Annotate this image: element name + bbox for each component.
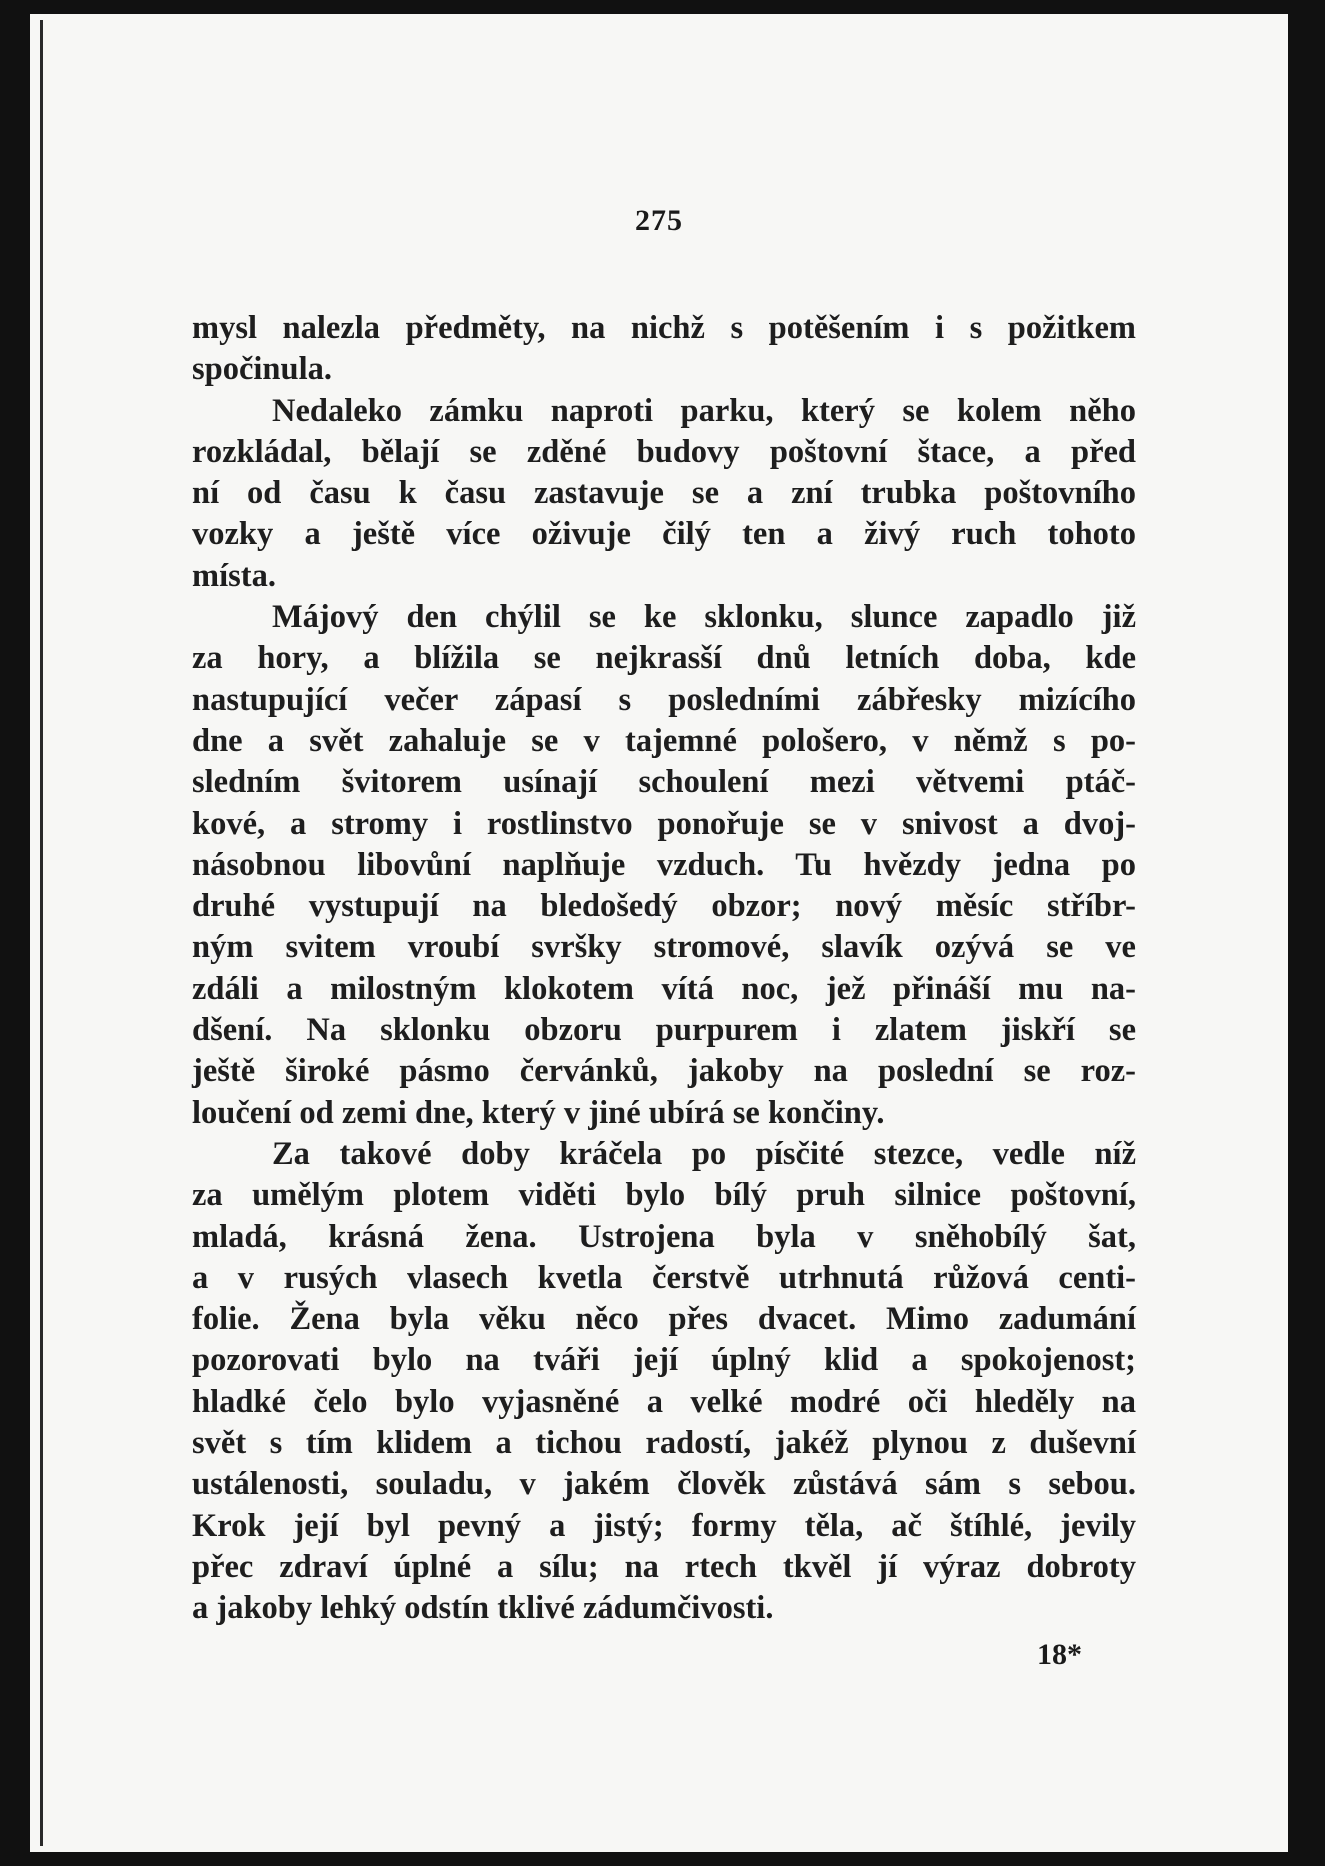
text-line: dšení. Na sklonku obzoru purpurem i zlatem jiskří se — [192, 1012, 1136, 1049]
text-line: dne a svět zahaluje se v tajemné pološero, v němž s po- — [192, 722, 1136, 759]
text-line: a jakoby lehký odstín tklivé zádumčivosti. — [192, 1590, 774, 1627]
text-line: svět s tím klidem a tichou radostí, jakéž plynou z duševní — [192, 1425, 1136, 1462]
text-line: loučení od zemi dne, který v jiné ubírá se končiny. — [192, 1094, 885, 1131]
text-line: za hory, a blížila se nejkrasší dnů letních doba, kde — [192, 640, 1136, 677]
text-line: ustálenosti, souladu, v jakém člověk zůstává sám s sebou. — [192, 1466, 1136, 1503]
text-line: mysl nalezla předměty, na nichž s potěšením i s požitkem — [192, 310, 1136, 346]
signature-mark: 18* — [1037, 1638, 1082, 1671]
text-line: rozkládal, bělají se zděné budovy poštovní štace, a před — [192, 433, 1136, 470]
text-line: pozorovati bylo na tváři její úplný klid a spokojenost; — [192, 1342, 1136, 1379]
body-text — [192, 308, 1136, 1630]
text-line: přec zdraví úplné a sílu; na rtech tkvěl jí výraz dobroty — [192, 1548, 1136, 1585]
text-line: vozky a ještě více oživuje čilý ten a živý ruch tohoto — [192, 516, 1136, 553]
text-line: hladké čelo bylo vyjasněné a velké modré oči hleděly na — [192, 1383, 1136, 1420]
text-line: sledním švitorem usínají schoulení mezi větvemi ptáč- — [192, 764, 1136, 801]
text-line: spočinula. — [192, 351, 332, 388]
page-number: 275 — [635, 204, 683, 237]
text-line: ným svitem vroubí svršky stromové, slavík ozývá se ve — [192, 929, 1136, 966]
text-line: Krok její byl pevný a jistý; formy těla, ač štíhlé, jevily — [192, 1507, 1136, 1544]
text-line: Za takové doby kráčela po písčité stezce, vedle níž — [272, 1135, 1136, 1172]
text-line: zdáli a milostným klokotem vítá noc, jež přináší mu na- — [192, 970, 1136, 1007]
text-line: nastupující večer zápasí s posledními zábřesky mizícího — [192, 681, 1136, 718]
text-line: násobnou libovůní naplňuje vzduch. Tu hvězdy jedna po — [192, 846, 1136, 883]
text-line: a v rusých vlasech kvetla čerstvě utrhnutá růžová centi- — [192, 1259, 1136, 1296]
gutter-line — [40, 20, 43, 1846]
text-line: Nedaleko zámku naproti parku, který se kolem něho — [272, 392, 1136, 429]
text-line: mladá, krásná žena. Ustrojena byla v sněhobílý šat, — [192, 1218, 1136, 1255]
text-line: folie. Žena byla věku něco přes dvacet. Mimo zadumání — [192, 1301, 1136, 1338]
text-line: kové, a stromy i rostlinstvo ponořuje se v snivost a dvoj- — [192, 805, 1136, 842]
text-line: za umělým plotem viděti bylo bílý pruh silnice poštovní, — [192, 1177, 1136, 1214]
text-line: ještě široké pásmo červánků, jakoby na poslední se roz- — [192, 1053, 1136, 1090]
text-line: Májový den chýlil se ke sklonku, slunce zapadlo již — [272, 599, 1136, 636]
text-line: druhé vystupují na bledošedý obzor; nový měsíc stříbr- — [192, 888, 1136, 925]
text-line: místa. — [192, 557, 276, 594]
book-page — [30, 14, 1288, 1852]
text-line: ní od času k času zastavuje se a zní trubka poštovního — [192, 475, 1136, 512]
